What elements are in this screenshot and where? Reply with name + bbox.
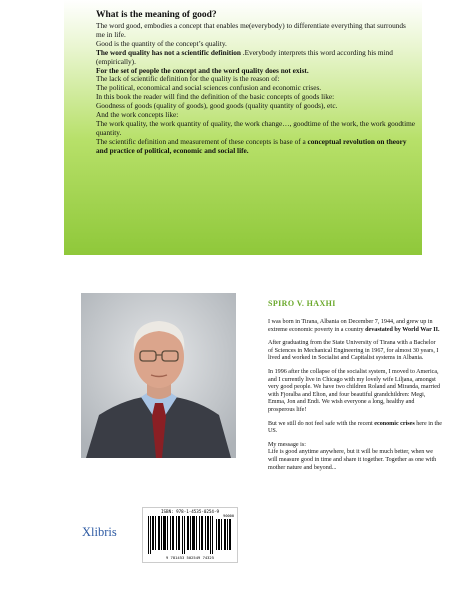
blurb-p7: In this book the reader will find the definition of the basic concepts of goods like:	[96, 92, 335, 102]
bio1-text: I was born in Tirana, Albania on December 7, 1944, and grew up in extreme economic poverty in a country	[268, 319, 433, 333]
bio-paragraph-5: My message is: Life is good anytime anywhere, but it will be much better, when we will measure good in time and share it together. Together as one with mother nature and beyond...	[268, 441, 437, 471]
back-cover-blurb	[96, 10, 416, 156]
bio1-bold: devastated by World War II.	[365, 326, 440, 333]
blurb-p8: Goodness of goods (quality of goods), good goods (quality quantity of goods), etc.	[96, 101, 338, 111]
blurb-p9: And the work concepts like:	[96, 110, 179, 120]
blurb-p5: The lack of scientific definition for the quality is the reason of:	[96, 74, 280, 84]
author-photo	[81, 293, 236, 458]
blurb-p3-bold: The word quality has not a scientific definition	[96, 47, 241, 57]
bio4-text-b: here in the US.	[268, 420, 442, 435]
author-bio	[268, 319, 442, 478]
isbn-number: ISBN: 978-1-4535-0254-9	[161, 509, 219, 514]
barcode-price-code: 90000	[223, 514, 234, 518]
barcode-digits	[143, 555, 237, 560]
bio-paragraph-1	[268, 319, 442, 334]
barcode-main-digits: 9 781453 502549	[165, 555, 201, 560]
author-name: SPIRO V. HAXHI	[268, 299, 336, 308]
publisher-logo: Xlibris	[82, 525, 117, 539]
bio-paragraph-2: After graduating from the State University of Tirana with a Bachelor of Sciences in Mechanical Engineering in 1967, for almost 30 years, I lived and worked in Socialist and Capitalist systems in Albania.	[268, 340, 439, 362]
blurb-p2: Good is the quantity of the concept’s quality.	[96, 38, 227, 48]
bio4-bold: economic crises	[374, 420, 415, 427]
bio-paragraph-4	[268, 421, 442, 436]
blurb-p3	[96, 49, 416, 67]
blurb-p4-bold: For the set of people the concept and the word quality does not exist.	[96, 65, 309, 75]
blurb-p1: The word good, embodies a concept that enables me(everybody) to differentiate everything that surrounds me in life.	[96, 21, 406, 39]
blurb-p11-rest: The scientific definition and measurement of these concepts is base of a	[96, 136, 308, 146]
isbn-barcode	[142, 507, 238, 563]
blurb-p6: The political, economical and social sciences confusion and economic crises.	[96, 83, 322, 93]
blurb-p11-bold: conceptual revolution on theory and practice of political, economic and social life.	[96, 136, 407, 155]
blurb-p3-rest: .Everybody interprets this word according his mind (empirically).	[96, 47, 393, 66]
blurb-p10: The work quality, the work quantity of quality, the work change…, goodtime of the work, the work goodtime quantity.	[96, 118, 416, 137]
blurb-question: What is the meaning of good?	[96, 10, 217, 20]
blurb-p11	[96, 138, 416, 156]
bio4-text-a: But we still do not feel safe with the recent	[268, 420, 375, 427]
bio-paragraph-3: In 1996 after the collapse of the socialist system, I moved to America, and I currently live in Chicago with my lovely wife Liljana, amongst very good people. We have two children Roland and Miranda, married with Fjoralba and Elton, and four beautiful grandchildren: Megi, Emma, Jon and Endi. We wish everyone a long, healthy and prosperous life!	[268, 368, 440, 413]
barcode-side-digits: 74325	[202, 555, 215, 560]
barcode-bars-icon	[147, 516, 233, 554]
